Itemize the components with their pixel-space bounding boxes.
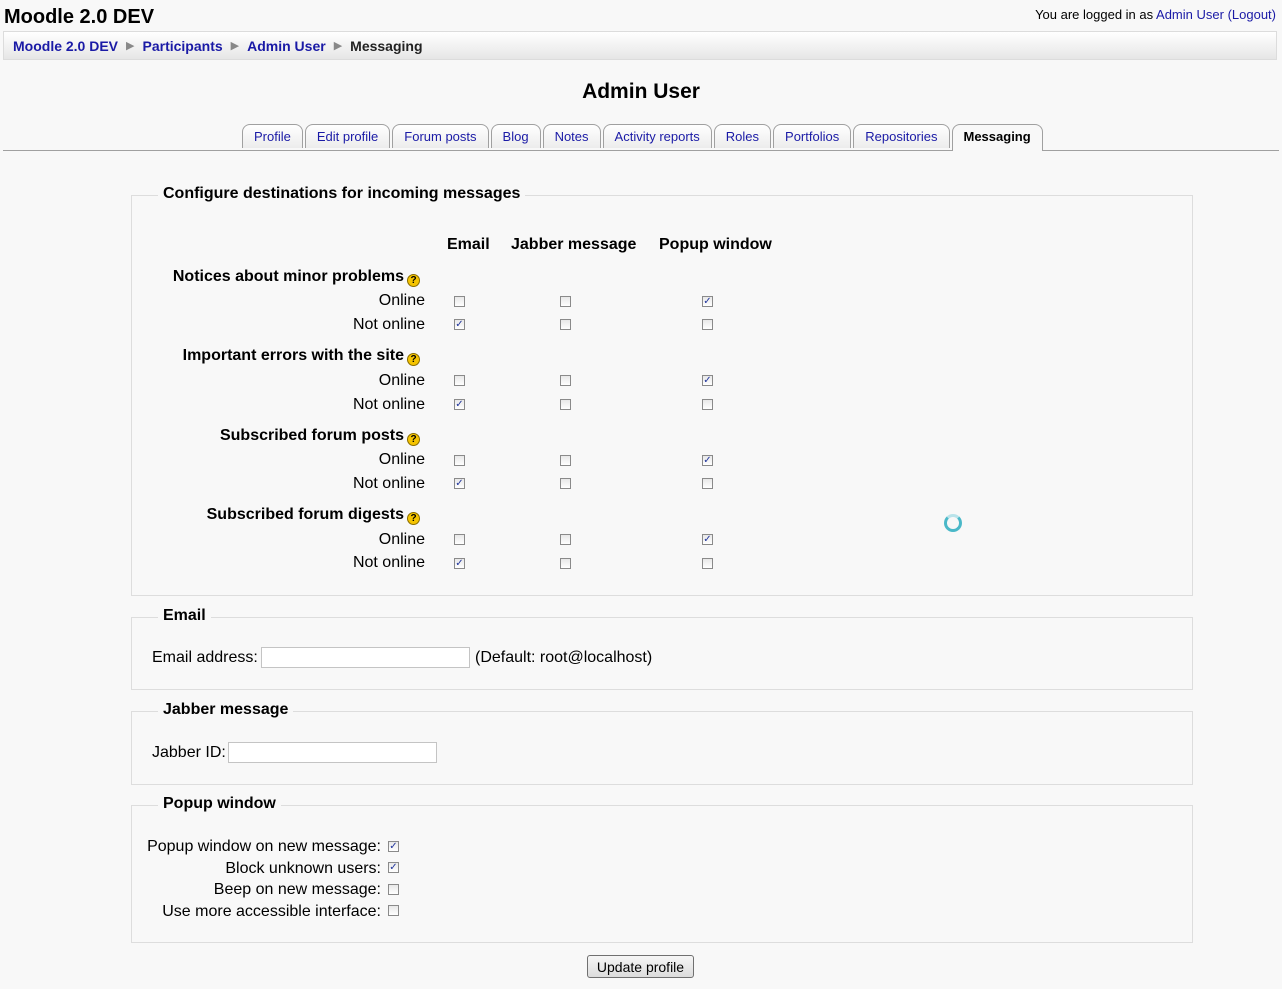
jabber-fieldset — [131, 701, 1193, 785]
checkbox-minor-offline-jabber[interactable] — [560, 319, 571, 330]
column-email: Email — [447, 236, 490, 253]
row-label-online: Online — [378, 451, 425, 468]
checkbox-errors-online-popup[interactable]: ✓ — [703, 375, 712, 386]
help-icon[interactable]: ? — [407, 274, 420, 287]
triangle-right-icon: ▶ — [126, 40, 135, 52]
destinations-legend: Configure destinations for incoming messages — [158, 185, 525, 203]
loading-spinner-icon — [944, 514, 962, 532]
logout-link[interactable]: (Logout) — [1227, 7, 1276, 22]
checkbox-digests-online-jabber[interactable] — [560, 534, 571, 545]
checkbox-digests-online-popup[interactable]: ✓ — [703, 534, 712, 545]
tab-activity-reports[interactable]: Activity reports — [603, 124, 712, 148]
row-label-not-online: Not online — [352, 316, 425, 333]
tab-notes[interactable]: Notes — [543, 124, 601, 148]
breadcrumb-current: Messaging — [350, 37, 423, 54]
row-label-not-online: Not online — [352, 554, 425, 571]
group-title — [173, 268, 420, 287]
column-popup: Popup window — [659, 236, 772, 253]
popup-fieldset — [131, 795, 1193, 943]
checkbox-digests-offline-email[interactable]: ✓ — [455, 558, 464, 569]
triangle-right-icon: ▶ — [230, 40, 240, 52]
popup-legend: Popup window — [158, 795, 281, 813]
breadcrumb-participants[interactable]: Participants — [142, 37, 223, 54]
tab-forum-posts[interactable]: Forum posts — [392, 124, 488, 148]
jabber-id-label: Jabber ID: — [152, 744, 226, 761]
tab-messaging[interactable]: Messaging — [952, 124, 1043, 151]
row-label-online: Online — [378, 531, 425, 548]
checkbox-minor-online-jabber[interactable] — [560, 296, 571, 307]
row-label-not-online: Not online — [352, 475, 425, 492]
checkbox-minor-offline-email[interactable]: ✓ — [455, 319, 464, 330]
checkbox-posts-online-email[interactable] — [454, 455, 465, 466]
breadcrumb-home[interactable]: Moodle 2.0 DEV — [13, 37, 119, 54]
column-jabber: Jabber message — [511, 236, 637, 253]
checkbox-errors-offline-popup[interactable] — [702, 399, 713, 410]
tab-repositories[interactable]: Repositories — [853, 124, 949, 148]
row-label-online: Online — [378, 372, 425, 389]
checkbox-minor-offline-popup[interactable] — [702, 319, 713, 330]
jabber-id-input[interactable] — [228, 742, 437, 763]
checkbox-posts-offline-jabber[interactable] — [560, 478, 571, 489]
checkbox-errors-online-jabber[interactable] — [560, 375, 571, 386]
checkbox-errors-online-email[interactable] — [454, 375, 465, 386]
checkbox-posts-offline-popup[interactable] — [702, 478, 713, 489]
group-title-text: Important errors with the site — [182, 347, 404, 364]
group-title — [183, 347, 420, 366]
checkbox-posts-online-jabber[interactable] — [560, 455, 571, 466]
row-label-online: Online — [378, 292, 425, 309]
accessible-interface-checkbox[interactable] — [388, 905, 399, 916]
email-address-label: Email address: — [152, 649, 258, 666]
checkbox-minor-online-popup[interactable]: ✓ — [703, 296, 712, 307]
checkbox-minor-online-email[interactable] — [454, 296, 465, 307]
beep-on-new-message-checkbox[interactable] — [388, 884, 399, 895]
email-default-hint: (Default: root@localhost) — [475, 649, 653, 666]
email-legend: Email — [158, 607, 211, 625]
checkbox-digests-offline-jabber[interactable] — [560, 558, 571, 569]
group-title-text: Subscribed forum posts — [219, 427, 404, 444]
breadcrumb-user[interactable]: Admin User — [247, 37, 326, 54]
checkbox-digests-online-email[interactable] — [454, 534, 465, 545]
triangle-right-icon: ▶ — [333, 40, 343, 52]
group-title-text: Notices about minor problems — [172, 268, 404, 285]
checkbox-errors-offline-email[interactable]: ✓ — [455, 399, 464, 410]
row-label-not-online: Not online — [352, 396, 425, 413]
help-icon[interactable]: ? — [407, 433, 420, 446]
tab-profile[interactable]: Profile — [242, 124, 303, 148]
tab-edit-profile[interactable]: Edit profile — [305, 124, 390, 148]
popup-on-new-message-label: Popup window on new message: — [147, 838, 381, 855]
tab-blog[interactable]: Blog — [491, 124, 541, 148]
checkbox-posts-offline-email[interactable]: ✓ — [455, 478, 464, 489]
logged-in-user-link[interactable]: Admin User — [1156, 7, 1224, 22]
login-info — [1035, 7, 1276, 22]
group-title — [207, 506, 420, 525]
jabber-legend: Jabber message — [158, 701, 293, 719]
block-unknown-users-checkbox[interactable]: ✓ — [389, 862, 398, 873]
update-profile-button[interactable]: Update profile — [587, 955, 694, 978]
login-prefix: You are logged in as — [1035, 7, 1154, 22]
help-icon[interactable]: ? — [407, 353, 420, 366]
profile-tabs — [3, 124, 1279, 151]
group-title — [220, 427, 420, 446]
breadcrumb — [3, 31, 1277, 60]
checkbox-errors-offline-jabber[interactable] — [560, 399, 571, 410]
email-address-input[interactable] — [261, 647, 470, 668]
checkbox-posts-online-popup[interactable]: ✓ — [703, 455, 712, 466]
destinations-fieldset — [131, 185, 1193, 596]
tab-roles[interactable]: Roles — [714, 124, 771, 148]
tab-portfolios[interactable]: Portfolios — [773, 124, 851, 148]
site-title: Moodle 2.0 DEV — [4, 6, 155, 28]
block-unknown-users-label: Block unknown users: — [225, 860, 381, 877]
beep-on-new-message-label: Beep on new message: — [213, 881, 381, 898]
email-fieldset — [131, 607, 1193, 690]
group-title-text: Subscribed forum digests — [206, 506, 404, 523]
accessible-interface-label: Use more accessible interface: — [162, 903, 381, 920]
page-title: Admin User — [582, 80, 700, 103]
help-icon[interactable]: ? — [407, 512, 420, 525]
popup-on-new-message-checkbox[interactable]: ✓ — [389, 841, 398, 852]
checkbox-digests-offline-popup[interactable] — [702, 558, 713, 569]
